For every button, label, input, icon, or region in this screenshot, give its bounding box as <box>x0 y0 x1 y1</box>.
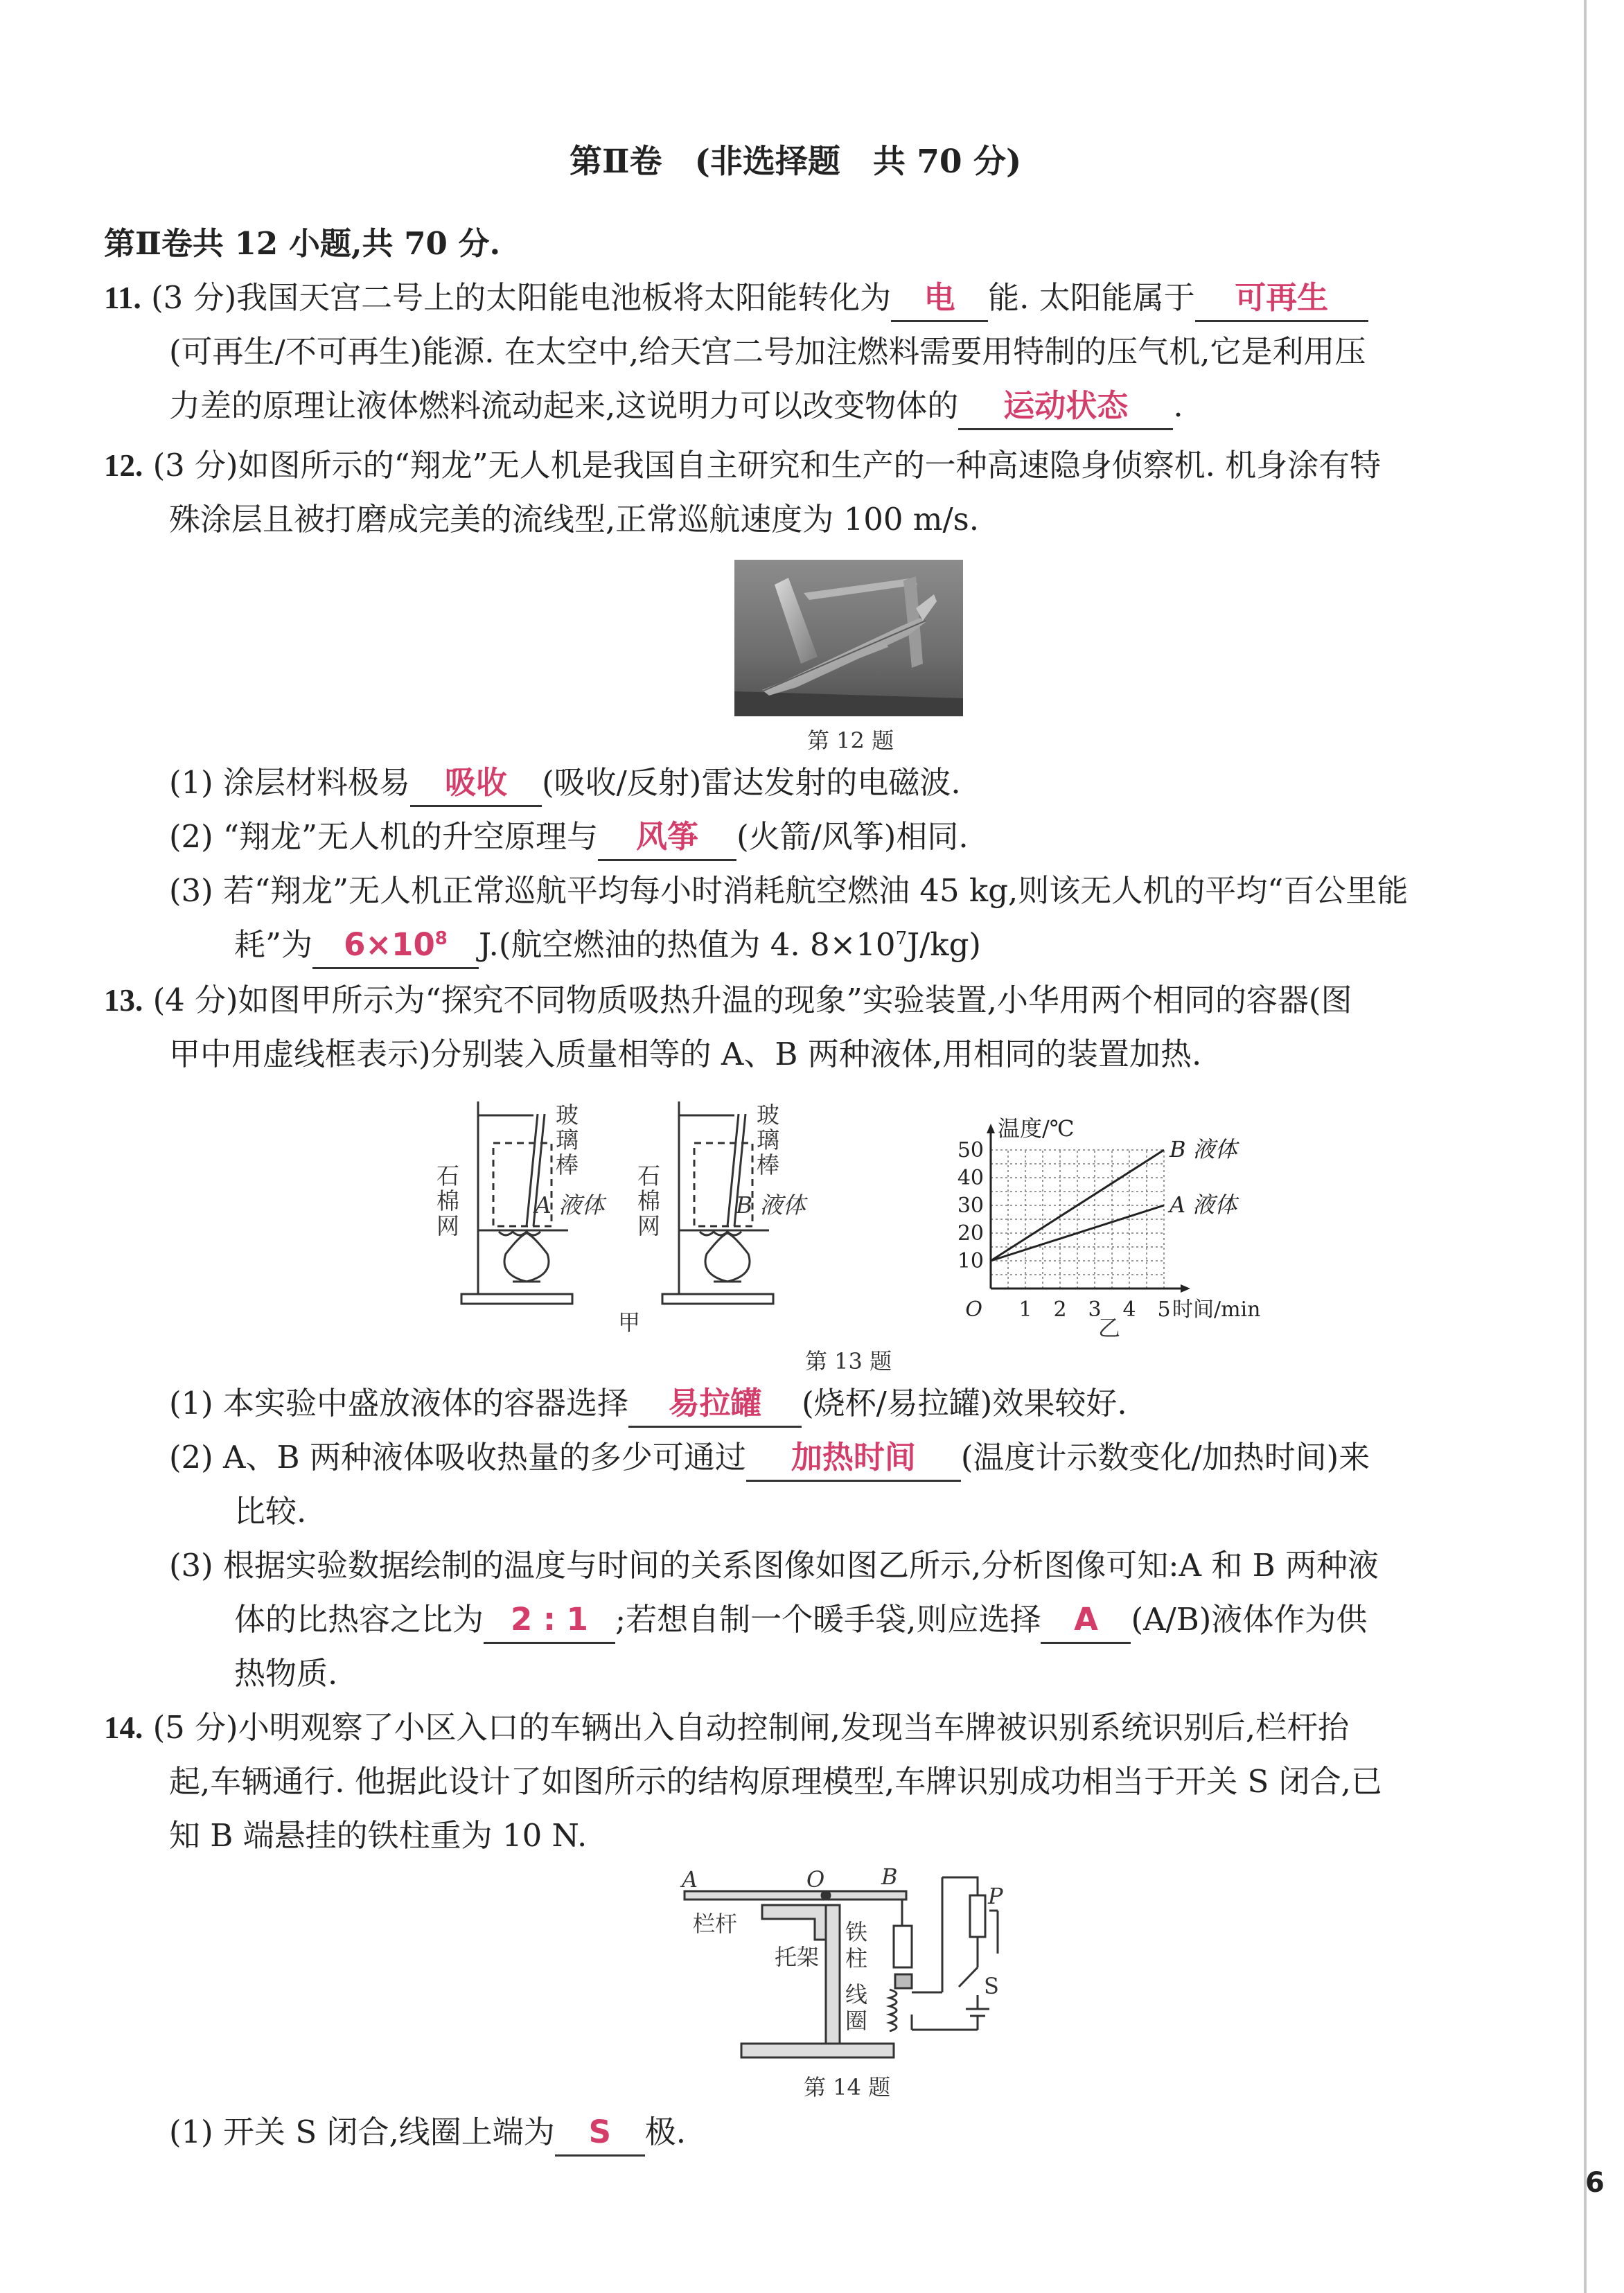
q11-text-b: 能. 太阳能属于 <box>988 279 1195 316</box>
q11-answer-2: 可再生 <box>1195 276 1368 322</box>
y-axis-arrow <box>987 1124 995 1133</box>
label-rail: 栏杆 <box>693 1911 738 1937</box>
q13-line1 <box>104 975 1352 1025</box>
q13-sub1-answer: 易拉罐 <box>628 1381 802 1428</box>
q13-sub3-line2 <box>234 1595 1367 1645</box>
q11-line2: (可再生/不可再生)能源. 在太空中,给天宫二号加注燃料需要用特制的压气机,它是利用压 <box>169 333 1366 370</box>
gauze-char-3b: 网 <box>637 1212 660 1239</box>
q11-text-c: 力差的原理让液体燃料流动起来,这说明力可以改变物体的 <box>169 387 959 424</box>
q13-sub3-answer-2: A <box>1041 1597 1131 1644</box>
iron-char-2: 柱 <box>845 1945 868 1972</box>
q14-figure <box>679 1863 1039 2071</box>
coil-char-2: 圈 <box>845 2008 868 2034</box>
glass-char-1a: 玻 <box>556 1101 579 1128</box>
section-note: 第Ⅱ卷共 12 小题,共 70 分. <box>104 225 501 262</box>
q11-number: 11. <box>104 281 141 315</box>
q12-sub2-text-b: (火箭/风筝)相同. <box>736 818 969 855</box>
series-label: A 液体 <box>1170 1192 1237 1218</box>
q11-text-a: (3 分)我国天宫二号上的太阳能电池板将太阳能转化为 <box>151 279 892 316</box>
label-glass-rod-b <box>757 1103 779 1178</box>
q12-number: 12. <box>104 448 143 483</box>
q14-line2: 起,车辆通行. 他据此设计了如图所示的结构原理模型,车牌识别成功相当于开关 S 闭合,已 <box>169 1763 1382 1800</box>
q13-text-1: (4 分)如图甲所示为“探究不同物质吸热升温的现象”实验装置,小华用两个相同的容器(图 <box>152 982 1352 1018</box>
q12-sub1-text-a: (1) 涂层材料极易 <box>169 764 411 801</box>
q11-line1 <box>104 273 1368 323</box>
x-tick-label: 2 <box>1053 1298 1067 1322</box>
q14-caption: 第 14 题 <box>804 2074 891 2100</box>
page-edge-line <box>1584 0 1587 2293</box>
gauze-char-1a: 石 <box>436 1162 459 1189</box>
q13-sub2 <box>169 1433 1370 1482</box>
q14-line3: 知 B 端悬挂的铁柱重为 10 N. <box>169 1817 588 1854</box>
q13-sub1-text-b: (烧杯/易拉罐)效果较好. <box>802 1385 1127 1422</box>
fig-yi-label: 乙 <box>1098 1315 1121 1341</box>
q12-sub3-answer-base: 6×10 <box>344 926 435 963</box>
q12-sub3-exp: 7 <box>895 928 908 949</box>
label-S: S <box>984 1973 999 1999</box>
x-tick-label: 3 <box>1088 1298 1102 1322</box>
coil-char-1: 线 <box>845 1981 868 2008</box>
x-tick-label: 5 <box>1157 1298 1171 1322</box>
q11-answer-3: 运动状态 <box>958 384 1173 430</box>
label-liquid-b: B 液体 <box>736 1192 806 1219</box>
q13-sub2-answer: 加热时间 <box>746 1435 961 1482</box>
q13-sub3-line3: 热物质. <box>234 1655 338 1692</box>
q12-sub2 <box>169 812 969 862</box>
label-P: P <box>988 1883 1003 1909</box>
y-tick-label: 50 <box>957 1138 984 1162</box>
q12-line1 <box>104 441 1381 490</box>
series-label: B 液体 <box>1170 1136 1237 1162</box>
section-title: 第Ⅱ卷 (非选择题 共 70 分) <box>570 143 1022 181</box>
label-gauze-b <box>637 1164 660 1239</box>
temperature-time-chart <box>942 1081 1289 1330</box>
q14-sub1-answer: S <box>555 2110 645 2157</box>
label-iron-column <box>845 1919 867 1972</box>
q12-sub2-text-a: (2) “翔龙”无人机的升空原理与 <box>169 818 599 855</box>
q11-answer-1: 电 <box>891 276 988 322</box>
y-tick-label: 10 <box>957 1249 984 1273</box>
q13-sub3-answer-1: 2 : 1 <box>484 1597 615 1644</box>
label-gauze-a <box>436 1164 459 1239</box>
q14-number: 14. <box>104 1710 143 1745</box>
q12-sub3-text-a: 耗”为 <box>234 926 313 963</box>
q14-sub1-text-b: 极. <box>644 2114 687 2150</box>
y-tick-label: 30 <box>957 1194 984 1218</box>
q12-sub1-text-b: (吸收/反射)雷达发射的电磁波. <box>542 764 961 801</box>
q12-line2: 殊涂层且被打磨成完美的流线型,正常巡航速度为 100 m/s. <box>169 501 980 538</box>
iron-char-1: 铁 <box>845 1919 868 1945</box>
q12-sub3-answer <box>312 923 479 969</box>
x-axis-label: 时间/min <box>1172 1298 1261 1322</box>
y-axis-label: 温度/℃ <box>998 1115 1075 1142</box>
q12-sub1 <box>169 758 961 808</box>
q13-sub3-text-a: 体的比热容之比为 <box>234 1601 484 1638</box>
q12-sub3-text-b: J.(航空燃油的热值为 4. 8×10 <box>479 926 896 963</box>
label-B: B <box>881 1863 898 1890</box>
q12-sub3-line2 <box>234 920 981 970</box>
label-A: A <box>682 1866 698 1893</box>
glass-char-3a: 棒 <box>556 1151 579 1178</box>
gauze-char-1b: 石 <box>637 1162 660 1189</box>
q12-text-1: (3 分)如图所示的“翔龙”无人机是我国自主研究和生产的一种高速隐身侦察机. 机身涂有特 <box>152 447 1382 484</box>
q12-sub2-answer: 风筝 <box>598 815 736 861</box>
q14-text-1: (5 分)小明观察了小区入口的车辆出入自动控制闸,发现当车牌被识别系统识别后,栏杆抬 <box>152 1709 1350 1746</box>
q13-line2: 甲中用虚线框表示)分别装入质量相等的 A、B 两种液体,用相同的装置加热. <box>169 1036 1202 1072</box>
origin-label: O <box>965 1298 982 1322</box>
q13-sub3-line1: (3) 根据实验数据绘制的温度与时间的关系图像如图乙所示,分析图像可知:A 和 B 两种液 <box>169 1547 1379 1584</box>
glass-char-3b: 棒 <box>757 1151 779 1178</box>
q11-line3 <box>169 381 1183 431</box>
x-tick-label: 1 <box>1018 1298 1032 1322</box>
q12-sub3-text-c: J/kg) <box>907 926 981 963</box>
fig-jia-label: 甲 <box>618 1309 641 1336</box>
page-number: 6 <box>1585 2167 1605 2199</box>
q13-caption: 第 13 题 <box>805 1348 892 1374</box>
gauze-char-2b: 棉 <box>637 1187 660 1214</box>
q12-drone-photo <box>734 560 963 716</box>
label-coil <box>845 1981 867 2034</box>
q13-sub3-text-b: ;若想自制一个暖手袋,则应选择 <box>615 1601 1041 1638</box>
x-axis-arrow <box>1181 1284 1190 1293</box>
q13-sub2-text-b: (温度计示数变化/加热时间)来 <box>960 1439 1370 1476</box>
label-O: O <box>806 1866 825 1893</box>
q14-line1 <box>104 1703 1349 1753</box>
glass-char-2b: 璃 <box>757 1126 779 1153</box>
label-glass-rod-a <box>556 1103 579 1178</box>
x-tick-label: 4 <box>1122 1298 1136 1322</box>
label-liquid-a: A 液体 <box>535 1192 605 1219</box>
q11-text-d: . <box>1173 387 1183 424</box>
q13-chart <box>942 1081 1289 1330</box>
drone-illustration <box>734 560 963 716</box>
q12-caption: 第 12 题 <box>807 727 894 754</box>
q12-sub3-answer-exp: 8 <box>434 928 448 949</box>
label-bracket: 托架 <box>775 1944 820 1970</box>
gauze-char-3a: 网 <box>436 1212 459 1239</box>
q13-sub1-text-a: (1) 本实验中盛放液体的容器选择 <box>169 1385 629 1422</box>
q13-sub3-text-c: (A/B)液体作为供 <box>1131 1601 1368 1638</box>
glass-char-1b: 玻 <box>757 1101 779 1128</box>
q12-sub1-answer: 吸收 <box>410 761 542 807</box>
q14-sub1-text-a: (1) 开关 S 闭合,线圈上端为 <box>169 2114 555 2150</box>
q12-sub3-line1: (3) 若“翔龙”无人机正常巡航平均每小时消耗航空燃油 45 kg,则该无人机的平均“百公里能 <box>169 872 1409 909</box>
q13-figure-jia <box>430 1095 873 1330</box>
q14-sub1 <box>169 2107 686 2157</box>
q13-sub1 <box>169 1379 1127 1428</box>
q13-sub2-line2: 比较. <box>234 1493 307 1530</box>
q13-sub2-text-a: (2) A、B 两种液体吸收热量的多少可通过 <box>169 1439 746 1476</box>
gauze-char-2a: 棉 <box>436 1187 459 1214</box>
glass-char-2a: 璃 <box>556 1126 579 1153</box>
q13-number: 13. <box>104 983 143 1018</box>
y-tick-label: 40 <box>957 1166 984 1190</box>
y-tick-label: 20 <box>957 1221 984 1246</box>
